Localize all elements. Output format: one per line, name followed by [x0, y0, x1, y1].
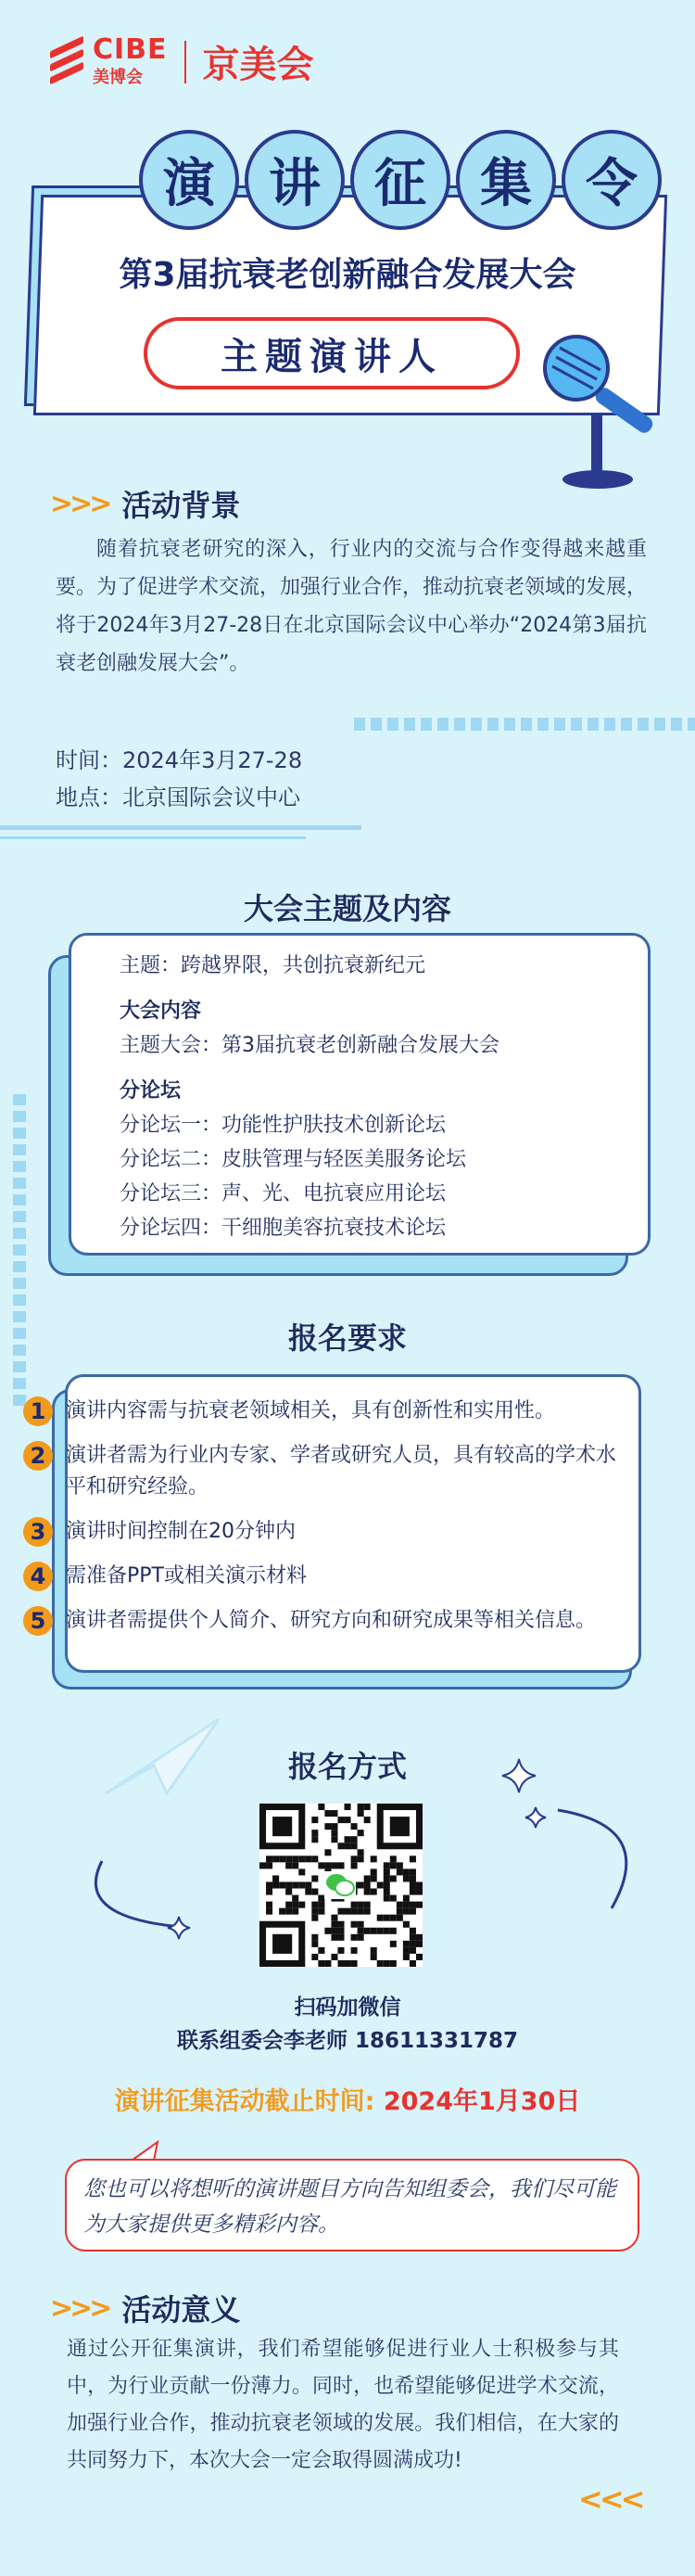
cibe-logo-icon — [50, 38, 83, 86]
logo-brand-cn: 美博会 — [93, 67, 143, 87]
section-heading-background — [50, 482, 240, 525]
swoosh-decoration — [83, 1859, 176, 1933]
forum-item: 分论坛一：功能性护肤技术创新论坛 — [120, 1114, 447, 1137]
number-badge: 2 — [23, 1441, 53, 1471]
deadline-label: 演讲征集活动截止时间: — [114, 2087, 375, 2116]
title-char: 集 — [456, 130, 556, 230]
logo-brand: CIBE — [93, 32, 168, 66]
title-char: 令 — [562, 130, 662, 230]
subtitle: 第3届抗衰老创新融合发展大会 — [119, 256, 576, 294]
forum-item: 分论坛二：皮肤管理与轻医美服务论坛 — [120, 1148, 467, 1171]
note-bubble — [65, 2159, 639, 2251]
chevrons-left-icon: <<< — [578, 2481, 642, 2517]
meaning-text: 通过公开征集演讲，我们希望能够促进行业人士积极参与其中，为行业贡献一份薄力。同时，也希望能够促进学术交流，加强行业合作，推动抗衰老领域的发展。我们相信，在大家的共同努力下，本次大会一定会取得圆满成功! — [67, 2338, 619, 2472]
dashed-divider — [354, 718, 695, 731]
event-place: 地点：北京国际会议中心 — [56, 784, 300, 810]
divider-line — [0, 825, 361, 830]
requirement-item — [23, 1396, 626, 1427]
requirement-text: 演讲者需为行业内专家、学者或研究人员，具有较高的学术水平和研究经验。 — [66, 1444, 617, 1498]
event-time: 时间：2024年3月27-28 — [56, 747, 303, 773]
requirement-text: 演讲者需提供个人简介、研究方向和研究成果等相关信息。 — [66, 1609, 597, 1632]
main-forum: 主题大会：第3届抗衰老创新融合发展大会 — [120, 1034, 499, 1057]
sparkle-icon — [524, 1806, 547, 1829]
requirement-text: 演讲内容需与抗衰老领域相关，具有创新性和实用性。 — [66, 1399, 556, 1422]
title-circles — [139, 130, 662, 230]
note-text: 您也可以将想听的演讲题目方向告知组委会，我们尽可能为大家提供更多精彩内容。 — [83, 2177, 616, 2237]
theme-line: 主题：跨越界限，共创抗衰新纪元 — [120, 954, 426, 977]
number-badge: 1 — [23, 1396, 53, 1426]
dashed-divider — [13, 1094, 26, 1409]
logo-brand-block — [93, 32, 168, 88]
swoosh-decoration — [556, 1808, 667, 1910]
requirement-text: 演讲时间控制在20分钟内 — [66, 1520, 296, 1543]
logo-divider — [184, 41, 186, 83]
sparkle-icon — [500, 1757, 537, 1794]
chevrons-right-icon: >>> — [50, 2291, 109, 2325]
number-badge: 5 — [23, 1606, 53, 1636]
heading-text: 活动背景 — [121, 488, 241, 523]
section-heading-signup: 报名方式 — [287, 1749, 407, 1784]
requirement-item — [23, 1561, 626, 1592]
requirement-item — [23, 1516, 626, 1548]
title-char: 演 — [139, 130, 239, 230]
requirement-item — [23, 1605, 626, 1637]
paper-plane-icon — [102, 1715, 222, 1799]
section-heading-theme: 大会主题及内容 — [243, 891, 451, 926]
number-badge: 4 — [23, 1562, 53, 1591]
chevrons-right-icon: >>> — [50, 487, 109, 520]
title-char: 征 — [350, 130, 450, 230]
requirements-card — [30, 1374, 641, 1673]
deadline-date: 2024年1月30日 — [383, 2087, 581, 2116]
contact-text: 联系组委会李老师 18611331787 — [176, 2029, 519, 2053]
requirement-text: 需准备PPT或相关演示材料 — [66, 1564, 307, 1588]
forum-item: 分论坛四：干细胞美容抗衰技术论坛 — [120, 1217, 447, 1240]
number-badge: 3 — [23, 1517, 53, 1547]
heading-text: 活动意义 — [121, 2292, 241, 2327]
microphone-icon — [519, 320, 676, 496]
section-heading-meaning — [50, 2287, 240, 2329]
logo-partner: 京美会 — [202, 44, 314, 86]
theme-pill: 主题演讲人 — [144, 317, 520, 389]
forum-item: 分论坛三：声、光、电抗衰应用论坛 — [120, 1182, 447, 1205]
requirement-item — [23, 1440, 626, 1503]
theme-card — [69, 933, 651, 1256]
divider-line — [0, 836, 306, 839]
title-char: 讲 — [245, 130, 345, 230]
subforum-title: 分论坛 — [120, 1079, 182, 1103]
section-heading-requirements: 报名要求 — [287, 1320, 407, 1356]
deadline — [0, 2081, 695, 2117]
background-text: 随着抗衰老研究的深入，行业内的交流与合作变得越来越重要。为了促进学术交流，加强行业合作，推动抗衰老领域的发展，将于2024年3月27-28日在北京国际会议中心举办“2024第3届抗衰老创融发展大会”。 — [56, 538, 648, 675]
logo — [50, 32, 314, 88]
content-title: 大会内容 — [120, 1000, 202, 1023]
scan-text: 扫码加微信 — [294, 1996, 401, 2020]
wechat-icon — [324, 1871, 356, 1899]
